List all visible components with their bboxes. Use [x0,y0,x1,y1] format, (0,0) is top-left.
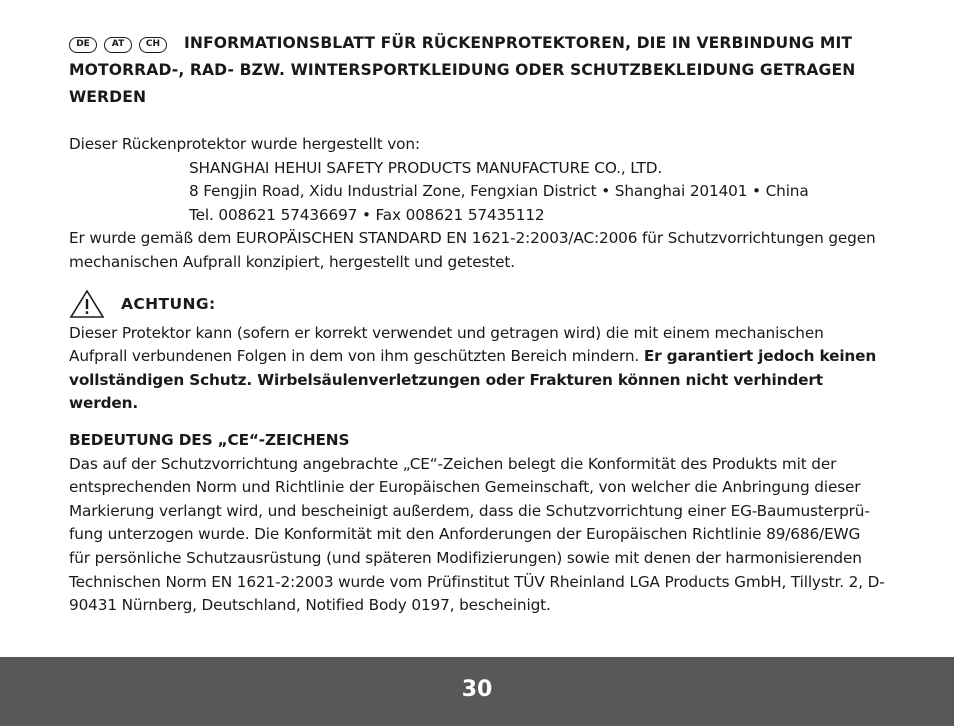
page-number: 30 [461,677,493,702]
warning-header [69,289,885,322]
warning-text-regular: Dieser Protektor kann (sofern er korrekt verwendet und getragen wird) die mit einem mechanischen Aufprall verbundenen Folgen in dem von ihm geschützten Bereich mindern. [69,323,824,366]
country-badge-at: AT [104,37,132,53]
manufacturer-name: SHANGHAI HEHUI SAFETY PRODUCTS MANUFACTURE CO., LTD. [189,158,663,177]
manufacturer-intro: Dieser Rückenprotektor wurde hergestellt von: [69,135,420,153]
ce-text: Das auf der Schutzvorrichtung angebrachte „CE“-Zeichen belegt die Konformität des Produkts mit der entsprechenden Norm und Richtlinie der Europäischen Gemeinschaft, von welcher die Anbringung dieser Markierung verlangt wird, und bescheinigt außerdem, dass die Schutzvorrichtung einer EG-Baumusterprü-fung unterzogen wurde. Die Konformität mit den Anforderungen der Europäischen Richtlinie 89/686/EWG für persönliche Schutzausrüstung (und späteren Modifizierungen) sowie mit denen der harmonisierenden Technischen Norm EN 1621-2:2003 wurde vom Prüfinstitut TÜV Rheinland LGA Products GmbH, Tillystr. 2, D-90431 Nürnberg, Deutschland, Notified Body 0197, bescheinigt. [69,454,885,615]
warning-label: ACHTUNG: [121,294,216,313]
page-footer [0,657,954,726]
country-badge-ch: CH [139,37,167,53]
warning-text [69,322,885,416]
warning-text-bold: Er garantiert jedoch keinen vollständigen Schutz. Wirbelsäulenverletzungen oder Frakturen können nicht verhindert werden. [69,347,877,413]
manufacturer-contact: Tel. 008621 57436697 • Fax 008621 57435112 [189,205,545,224]
manufacturer-address: 8 Fengjin Road, Xidu Industrial Zone, Fengxian District • Shanghai 201401 • China [189,182,809,201]
document-title: INFORMATIONSBLATT FÜR RÜCKENPROTEKTOREN, DIE IN VERBINDUNG MIT MOTORRAD-, RAD- BZW. WINTERSPORTKLEIDUNG ODER SCHUTZBEKLEIDUNG GETRAGEN WERDEN [69,34,856,106]
ce-heading: BEDEUTUNG DES „CE“-ZEICHENS [69,430,350,449]
document-body [69,30,885,618]
country-badge-de: DE [69,37,97,53]
warning-triangle-icon [69,289,105,319]
document-title-block [69,30,885,111]
standard-statement: Er wurde gemäß dem EUROPÄISCHEN STANDARD EN 1621-2:2003/AC:2006 für Schutzvorrichtungen gegen mechanischen Aufprall konzipiert, hergestellt und getestet. [69,229,876,271]
